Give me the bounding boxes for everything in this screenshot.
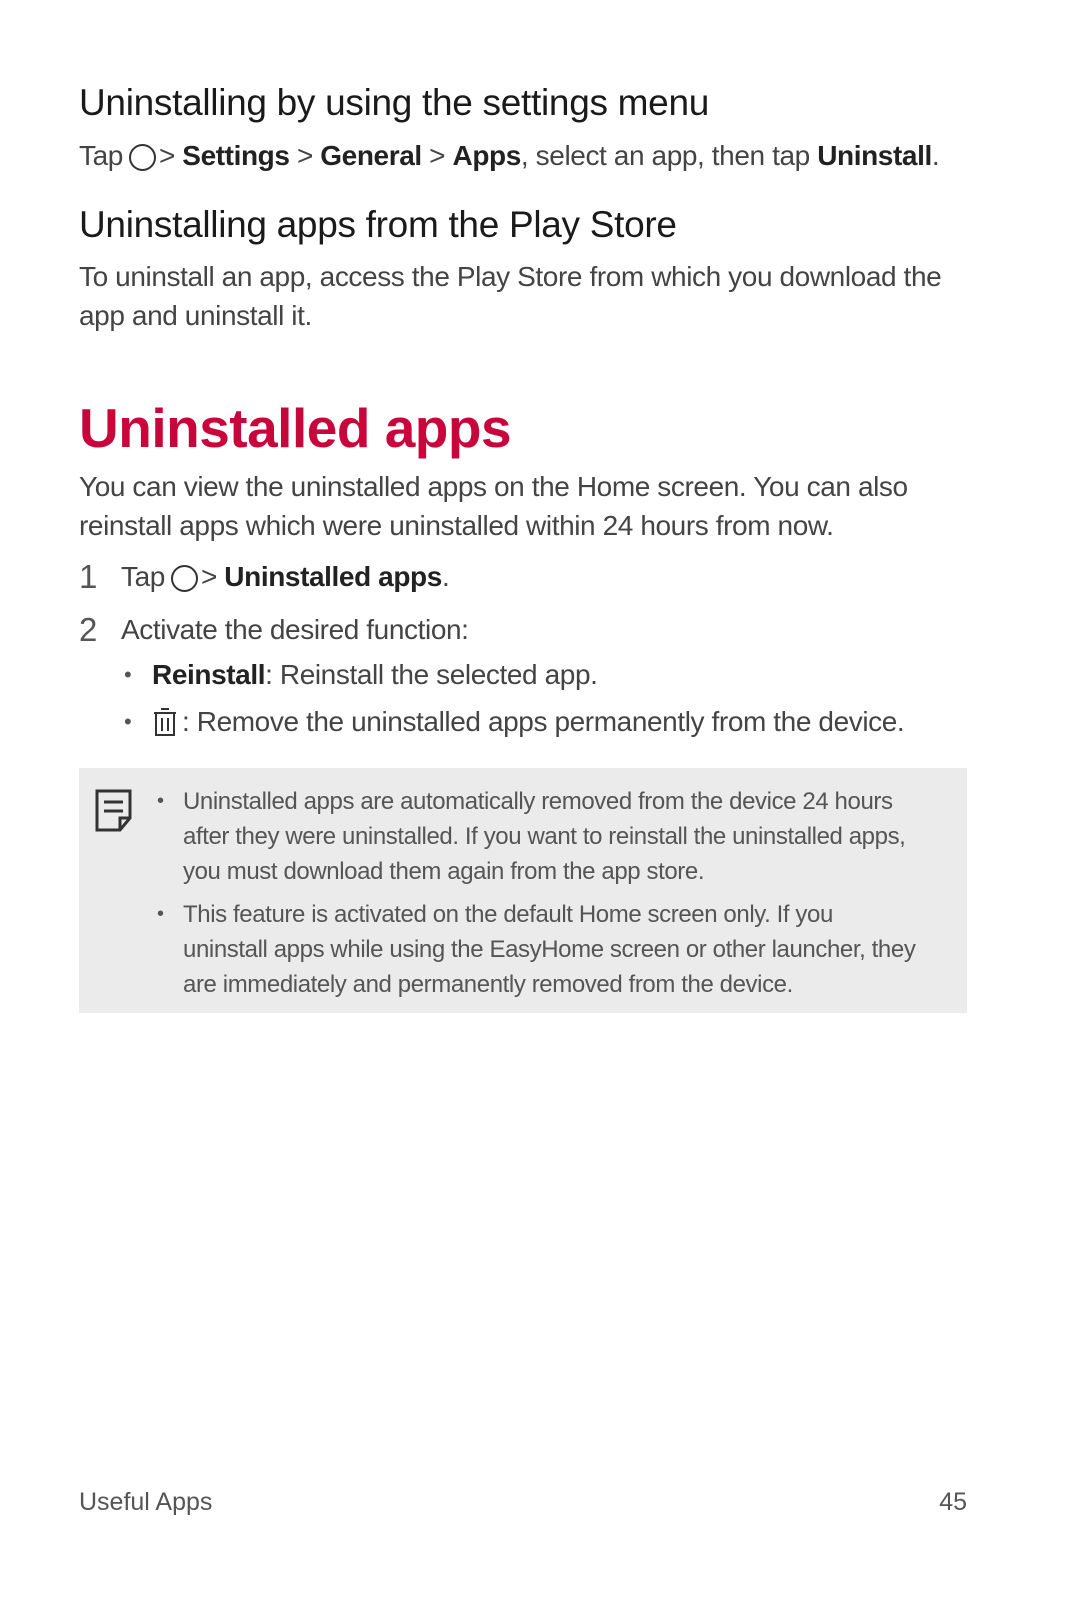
separator: > (429, 140, 446, 171)
reinstall-desc: : Reinstall the selected app. (265, 659, 598, 690)
period: . (931, 140, 940, 171)
note-bullet-dot: • (157, 903, 165, 925)
general-label: General (320, 140, 422, 171)
separator: > (158, 140, 175, 171)
instruction-rest: , select an app, then tap (520, 140, 818, 171)
intro-line-1: You can view the uninstalled apps on the Home screen. You can also (79, 471, 908, 502)
settings-label: Settings (182, 140, 290, 171)
uninstalled-apps-label: Uninstalled apps (224, 561, 442, 592)
home-circle-icon (129, 144, 156, 171)
section-heading-settings-menu: Uninstalling by using the settings menu (79, 82, 710, 123)
step-number: 2 (79, 611, 98, 648)
note-item-2-line-3: are immediately and permanently removed from the device. (183, 971, 793, 998)
footer-section-name: Useful Apps (79, 1488, 213, 1516)
uninstall-label: Uninstall (817, 140, 932, 171)
bullet-delete (152, 702, 904, 742)
delete-desc: : Remove the uninstalled apps permanently from the device. (182, 706, 905, 737)
home-circle-icon (171, 565, 198, 592)
note-item-1-line-1: Uninstalled apps are automatically removed from the device 24 hours (183, 788, 893, 815)
trash-icon (152, 707, 178, 737)
note-item-2-line-2: uninstall apps while using the EasyHome screen or other launcher, they (183, 936, 916, 963)
reinstall-label: Reinstall (152, 659, 266, 690)
note-icon (94, 788, 134, 834)
step-1-text (121, 557, 449, 597)
separator: > (200, 561, 217, 592)
step-number: 1 (79, 558, 98, 595)
play-store-line-1: To uninstall an app, access the Play Store from which you download the (79, 261, 942, 292)
apps-label: Apps (452, 140, 521, 171)
play-store-line-2: app and uninstall it. (79, 300, 312, 331)
page-title: Uninstalled apps (79, 397, 512, 459)
bullet-dot: • (124, 662, 132, 687)
note-item-2-line-1: This feature is activated on the default Home screen only. If you (183, 901, 833, 928)
note-box (79, 768, 967, 1013)
page-number: 45 (939, 1488, 967, 1516)
separator: > (296, 140, 313, 171)
settings-instruction (79, 136, 939, 175)
tap-label: Tap (121, 561, 165, 592)
intro-line-2: reinstall apps which were uninstalled within 24 hours from now. (79, 510, 834, 541)
period: . (441, 561, 450, 592)
section-heading-play-store: Uninstalling apps from the Play Store (79, 204, 677, 245)
note-item-1-line-3: you must download them again from the app store. (183, 858, 705, 885)
note-item-1-line-2: after they were uninstalled. If you want to reinstall the uninstalled apps, (183, 823, 906, 850)
bullet-dot: • (124, 709, 132, 734)
note-bullet-dot: • (157, 790, 165, 812)
tap-label: Tap (79, 140, 123, 171)
bullet-reinstall (152, 655, 598, 695)
step-2-text: Activate the desired function: (121, 614, 469, 645)
